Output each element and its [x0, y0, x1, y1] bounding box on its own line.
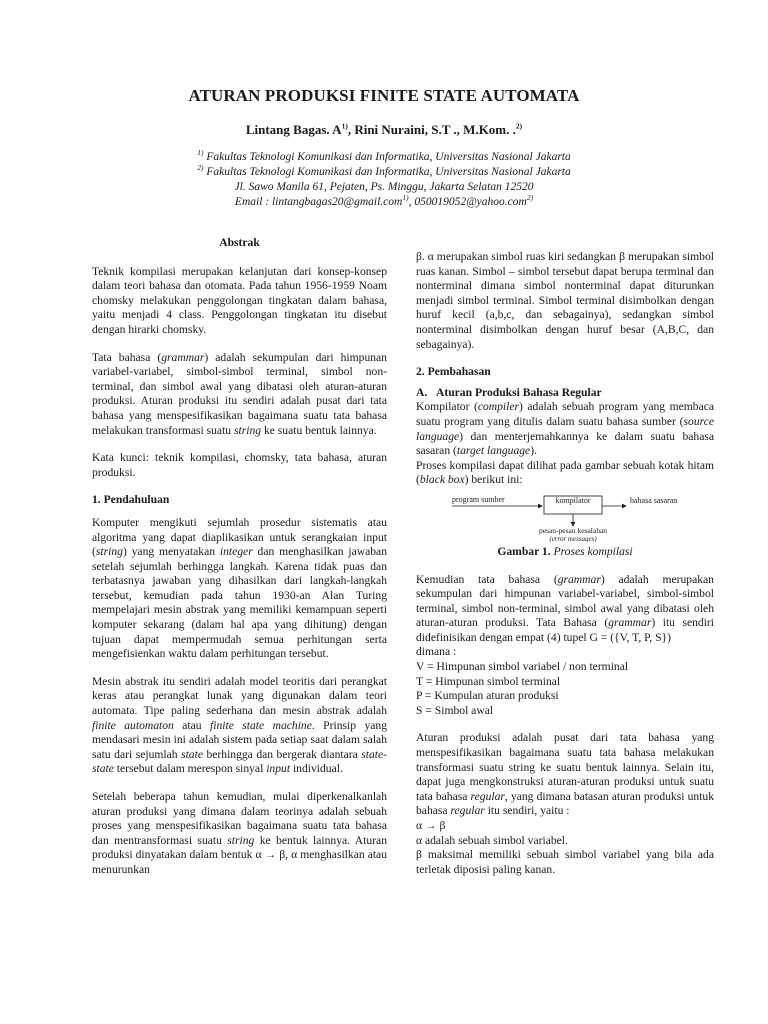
address-line: Jl. Sawo Manila 61, Pejaten, Ps. Minggu, Jakarta Selatan 12520 — [234, 181, 534, 193]
figure-caption: Gambar 1. Proses kompilasi — [497, 544, 633, 558]
production-paragraph: Aturan produksi adalah pusat dari tata bahasa yang menspesifikasikan bagaimana suatu tata bahasa melakukan transformasi suatu string ke suatu bentuk lainnya. Selain itu, dapat juga mengkonstruksi aturan-aturan produksi untuk suatu tata bahasa regular, yang dimana batasan aturan produksi untuk bahasa regular itu sendiri, yaitu : — [416, 731, 714, 818]
compiler-figure — [416, 490, 714, 542]
production-rule: α → β — [416, 819, 446, 832]
section-2-heading: 2. Pembahasan — [416, 365, 491, 379]
compiler-box-label: kompilator — [555, 495, 591, 505]
affiliation-1-text: Fakultas Teknologi Komunikasi dan Informatika, Universitas Nasional Jakarta — [206, 151, 571, 163]
abstract-paragraph-2: Tata bahasa (grammar) adalah sekumpulan dari himpunan variabel-variabel, simbol-simbol terminal, simbol non-terminal, dan simbol awal yang dibatasi oleh aturan-aturan produksi. Aturan produksi itu sendiri adalah pusat dari tata bahasa yang menspesifikasikan bagaimana suatu tata bahasa melakukan transformasi suatu string ke suatu bentuk lainnya. — [92, 350, 387, 437]
error-sublabel: (error messages) — [549, 534, 597, 542]
section-1-heading: 1. Pendahuluan — [92, 493, 170, 507]
right-column — [416, 250, 714, 877]
intro-paragraph-1: Komputer mengikuti sejumlah prosedur sistematis atau algoritma yang dapat diaplikasikan untuk serangkaian input (string) yang menyatakan integer dan menghasilkan jawaban setelah sejumlah berhingga langkah. Karena tidak puas dan terbatasnya jawaban yang dihasilkan dari langkah-langkah tersebut, kemudian pada tahun 1930-an Alan Turing mempelajari mesin abstrak yang memiliki kemampuan seperti komputer sekarang (dalam hal apa yang dihitung) dengan tujuan dapat mempermudah semua perhitungan serta mengefisienkan waktu dalam perhitungan tersebut. — [92, 515, 387, 661]
author-1-mark: 1) — [341, 121, 348, 131]
grammar-paragraph: Kemudian tata bahasa (grammar) adalah merupakan sekumpulan dari himpunan variabel-variabel, simbol-simbol terminal, simbol non-terminal, simbol awal yang dibatasi oleh aturan-aturan produksi. Tata Bahasa (grammar) itu sendiri didefinisikan dengan empat (4) tupel G = ({V, T, P, S}) — [416, 572, 715, 644]
left-column — [92, 236, 387, 878]
def-p: P = Kumpulan aturan produksi — [416, 689, 559, 703]
email-2: , 050019052@yahoo.com — [408, 196, 527, 208]
def-s: S = Simbol awal — [416, 703, 494, 717]
abstract-heading: Abstrak — [219, 236, 260, 249]
def-t: T = Himpunan simbol terminal — [416, 674, 561, 688]
author-separator: , — [347, 122, 355, 137]
rule-alpha: α adalah sebuah simbol variabel. — [416, 833, 568, 847]
author-line — [0, 122, 768, 138]
process-paragraph: Proses kompilasi dapat dilihat pada gambar sebuah kotak hitam (black box) berikut ini: — [416, 458, 714, 487]
input-label: program sumber — [452, 494, 505, 504]
author-2: Rini Nuraini, S.T ., M.Kom. . — [354, 122, 516, 137]
affiliation-2 — [0, 165, 768, 180]
error-label: pesan-pesan kesalahan — [538, 525, 608, 535]
email-1: Email : lintangbagas20@gmail.com — [234, 196, 403, 208]
intro-paragraph-3: Setelah beberapa tahun kemudian, mulai diperkenalkanlah aturan produksi yang dimana dalam teorinya adalah sebuah proses yang menspesifikasikan bagaimana suatu tata bahasa dan mentransformasi suatu string ke bentuk lainnya. Aturan produksi dinyatakan dalam bentuk α → β, α menghasilkan atau menurunkan — [92, 790, 387, 876]
dimana-label: dimana : — [416, 645, 457, 659]
affiliation-1-mark: 1) — [197, 148, 204, 158]
author-1: Lintang Bagas. A — [245, 122, 342, 137]
compiler-diagram — [416, 490, 714, 542]
paper-title: ATURAN PRODUKSI FINITE STATE AUTOMATA — [188, 86, 580, 105]
affiliation-1 — [0, 150, 768, 165]
email-1-mark: 1) — [402, 193, 409, 203]
subsection-a-heading: A. Aturan Produksi Bahasa Regular — [416, 385, 602, 399]
compiler-paragraph: Kompilator (compiler) adalah sebuah program yang membaca suatu program yang ditulis dalam suatu bahasa sumber (source language) dan menterjemahkannya ke dalam suatu bahasa sasaran (target language). — [416, 400, 715, 458]
affiliations — [0, 150, 768, 210]
output-label: bahasa sasaran — [630, 495, 678, 505]
continued-paragraph: β. α merupakan simbol ruas kiri sedangkan β merupakan simbol ruas kanan. Simbol – simbol tersebut dapat berupa terminal dan nonterminal dimana simbol nonterminal dapat diturunkan menjadi simbol terminal. Simbol terminal disimbolkan dengan huruf kecil (a,b,c, dan sebagainya), sedangkan simbol nonterminal disimbolkan dengan huruf besar (A,B,C, dan sebagainya). — [416, 250, 714, 351]
rule-beta: β maksimal memiliki sebuah simbol variabel yang bila ada terletak diposisi paling kanan. — [416, 848, 714, 876]
def-v: V = Himpunan simbol variabel / non terminal — [416, 660, 629, 674]
intro-paragraph-2: Mesin abstrak itu sendiri adalah model teoritis dari perangkat keras atau perangkat lunak yang digunakan dalam teori automata. Tipe paling sederhana dan mesin abstrak adalah finite automaton atau finite state machine. Prinsip yang mendasari mesin ini adalah sistem pada setiap saat dalam salah satu dari sejumlah state berhingga dan bergerak diantara state-state tersebut dalam merespon sinyal input individual. — [92, 674, 387, 776]
abstract-paragraph-1: Teknik kompilasi merupakan kelanjutan dari konsep-konsep dalam teori bahasa dan otomata. Pada tahun 1956-1959 Noam chomsky melakukan penggolongan tingkatan dalam bahasa, yaitu menjadi 4 class. Penggolongan tingkatan itu disebut dengan hirarki chomsky. — [92, 264, 387, 336]
affiliation-2-text: Fakultas Teknologi Komunikasi dan Informatika, Universitas Nasional Jakarta — [206, 166, 571, 178]
email-line — [0, 195, 768, 210]
author-2-mark: 2) — [515, 121, 523, 131]
email-2-mark: 2) — [526, 193, 534, 203]
keywords: Kata kunci: teknik kompilasi, chomsky, tata bahasa, aturan produksi. — [92, 451, 387, 479]
affiliation-2-mark: 2) — [197, 163, 204, 173]
